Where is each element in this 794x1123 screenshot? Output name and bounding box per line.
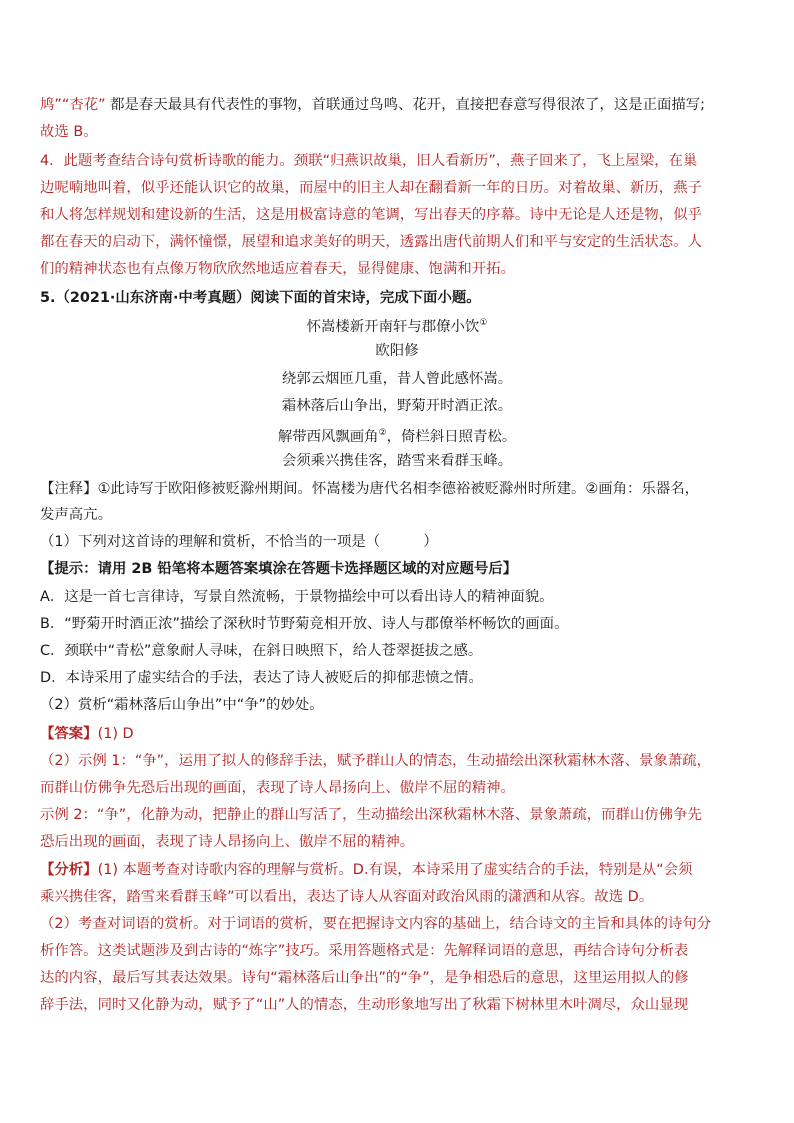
analysis-text-1: (1) 本题考查对诗歌内容的理解与赏析。D.有误，本诗采用了虚实结合的手法，特别是从“会须 [97, 862, 693, 878]
analysis-line-2: 乘兴携佳客，踏雪来看群玉峰”可以看出，表达了诗人从容面对政治风雨的潇洒和从容。故选 D。 [40, 889, 654, 905]
analysis-5e: ”，是争相恐后的意思，这里运用拟人的修 [422, 970, 689, 986]
q4-line-2: 边呢喃地叫着，似乎还能认识它的故巢，而屋中的旧主人却在翻看新一年的日历。对着故巢、新历，燕子 [40, 180, 702, 196]
option-c: C．颈联中“青松”意象耐人寻味，在斜日映照下，给人苍翠挺拔之感。 [40, 643, 483, 659]
analysis-tag: 【分析】 [40, 862, 98, 878]
analysis-line-6: 辞手法，同时又化静为动，赋予了“山”人的情态，生动形象地写出了秋霜下树林里木叶凋尽，众山显现 [40, 997, 689, 1013]
analysis-line-4: 析作答。这类试题涉及到古诗的“炼字”技巧。采用答题格式是：先解释词语的意思，再结合诗句分析表 [40, 943, 689, 959]
answer-example-1-line-2: 而群山仿佛争先恐后出现的画面，表现了诗人昂扬向上、傲岸不屈的精神。 [40, 780, 515, 796]
note-line-2: 发声高亢。 [40, 507, 112, 523]
option-b: B．“野菊开时酒正浓”描绘了深秋时节野菊竞相开放、诗人与郡僚举杯畅饮的画面。 [40, 616, 569, 632]
text-red: 鸠” [40, 97, 62, 113]
analysis-5d: 争 [407, 970, 423, 986]
q4-line-3: 和人将怎样规划和建设新的生活，这是用极富诗意的笔调，写出春天的序幕。诗中无论是人还是物，似乎 [40, 207, 702, 223]
sub-question-2: （2）赏析“霜林落后山争出”中“争”的妙处。 [40, 697, 324, 713]
poem-title-text: 怀嵩楼新开南轩与郡僚小饮 [306, 318, 480, 335]
q4-line-5: 们的精神状态也有点像万物欣欣然地适应着春天，显得健康、饱满和开拓。 [40, 261, 515, 277]
option-d: D．本诗采用了虚实结合的手法，表达了诗人被贬后的抑郁悲愤之情。 [40, 670, 483, 686]
poem-line-1: 绕郭云烟匝几重，昔人曾此感怀嵩。 [281, 371, 513, 387]
poem-line-3-footnote: ② [378, 428, 387, 438]
answer-example-2-line-1: 示例 2：“争”，化静为动，把静止的群山写活了，生动描绘出深秋霜林木落、景象萧疏，而群山仿佛争先 [40, 807, 702, 823]
poem-title [0, 313, 794, 337]
option-a: A．这是一首七言律诗，写景自然流畅，于景物描绘中可以看出诗人的精神面貌。 [40, 589, 554, 605]
answer-example-2-line-2: 恐后出现的画面，表现了诗人昂扬向上、傲岸不屈的精神。 [40, 834, 415, 850]
text-red: “杏花” [61, 97, 106, 113]
poem-title-footnote: ① [479, 318, 488, 328]
poem-line-3 [0, 423, 794, 447]
poem-line-4: 会须乘兴携佳客，踏雪来看群玉峰。 [281, 453, 513, 469]
note-line-1: 【注释】①此诗写于欧阳修被贬滁州期间。怀嵩楼为唐代名相李德裕被贬滁州时所建。②画角：乐器名， [40, 481, 699, 497]
poem-line-3-b: ，倚栏斜日照青松。 [386, 428, 517, 445]
analysis-line-1 [40, 860, 693, 880]
analysis-5a: 达的内容，最后写其表达效果。诗句“ [40, 970, 278, 986]
q5-header: 5.（2021·山东济南·中考真题）阅读下面的首宋诗，完成下面小题。 [40, 290, 481, 306]
analysis-5b: 霜林落后山争出 [277, 970, 379, 986]
answer-line-1 [40, 724, 134, 744]
text: 都是春天最具有代表性的事物，首联通过鸟鸣、花开，直接把春意写得很浓了，这是正面描写; [110, 97, 706, 113]
analysis-line-3: （2）考查对词语的赏析。对于词语的赏析，要在把握诗文内容的基础上，结合诗文的主旨和具体的诗句分 [40, 916, 712, 932]
answer-tag: 【答案】 [40, 726, 98, 742]
poem-line-3-a: 解带西风飘画角 [277, 428, 379, 445]
para-top-line-2: 故选 B。 [40, 124, 98, 140]
q4-line-4: 都在春天的启动下，满怀憧憬，展望和追求美好的明天，透露出唐代前期人们和平与安定的生活状态。人 [40, 234, 702, 250]
para-top-line-1 [40, 95, 705, 115]
poem-line-2: 霜林落后山争出，野菊开时酒正浓。 [281, 398, 513, 414]
answer-1: (1) D [97, 726, 134, 742]
answer-example-1-line-1: （2）示例 1：“争”，运用了拟人的修辞手法，赋予群山人的情态，生动描绘出深秋霜林木落、景象萧疏， [40, 753, 711, 769]
sub-question-1: （1）下列对这首诗的理解和赏析，不恰当的一项是（ ） [40, 534, 438, 550]
analysis-line-5 [40, 968, 689, 988]
hint-text: 【提示：请用 2B 铅笔将本题答案填涂在答题卡选择题区域的对应题号后】 [40, 561, 518, 577]
poem-author: 欧阳修 [375, 343, 419, 359]
analysis-5c: ”的“ [378, 970, 408, 986]
q4-line-1: 4．此题考查结合诗句赏析诗歌的能力。颈联“归燕识故巢，旧人看新历”，燕子回来了，飞上屋梁，在巢 [40, 153, 698, 169]
